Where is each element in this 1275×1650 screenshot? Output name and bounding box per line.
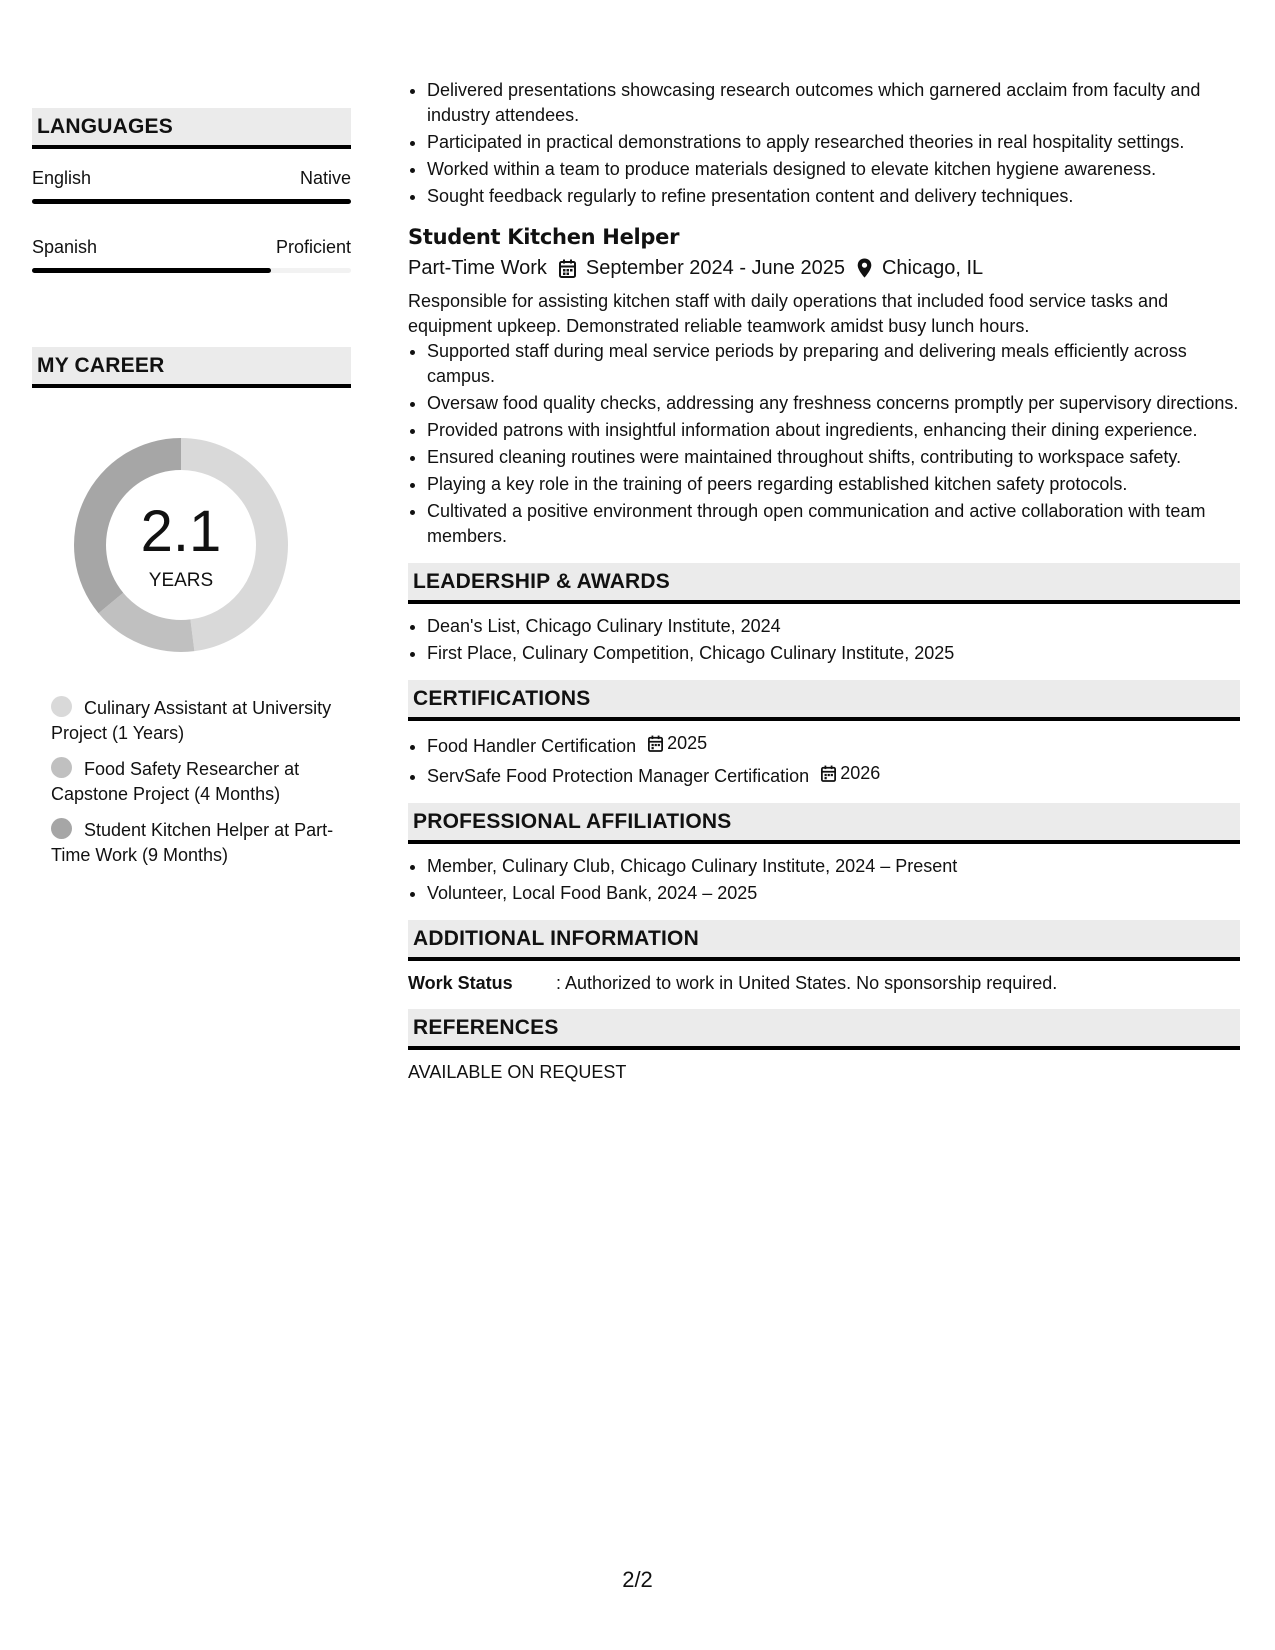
language-english	[32, 167, 351, 204]
career-donut	[66, 430, 296, 660]
main-content	[408, 78, 1240, 1084]
list-item: • Participated in practical demonstrations to apply researched theories in real hospitality settings.	[427, 130, 1240, 155]
job-title: Student Kitchen Helper	[408, 225, 680, 249]
language-level: Proficient	[275, 237, 351, 257]
certifications-heading: CERTIFICATIONS	[408, 680, 1240, 721]
list-item: • Sought feedback regularly to refine presentation content and delivery techniques.	[427, 184, 1240, 209]
references-heading: REFERENCES	[408, 1009, 1240, 1050]
job-description: Responsible for assisting kitchen staff with daily operations that included food service tasks and equipment upkeep. Demonstrated reliable teamwork amidst busy lunch hours.	[408, 291, 1169, 336]
job-employer: Part-Time Work	[408, 257, 547, 279]
affiliations-heading: PROFESSIONAL AFFILIATIONS	[408, 803, 1240, 844]
leadership-heading: LEADERSHIP & AWARDS	[408, 563, 1240, 604]
career-legend	[32, 696, 351, 868]
legend-item	[51, 757, 351, 807]
language-level: Native	[299, 168, 351, 188]
list-item: • First Place, Culinary Competition, Chicago Culinary Institute, 2025	[427, 641, 1240, 666]
list-item: • Ensured cleaning routines were maintained throughout shifts, contributing to workspace safety.	[427, 445, 1240, 470]
list-item	[427, 761, 1240, 789]
legend-label: Student Kitchen Helper at Part-Time Work (9 Months)	[51, 820, 334, 865]
work-status-label: Work Status	[408, 973, 513, 993]
language-bar-fill	[32, 199, 351, 204]
language-name: English	[32, 168, 92, 188]
list-item: • Provided patrons with insightful information about ingredients, enhancing their dining experience.	[427, 418, 1240, 443]
calendar-icon	[821, 765, 836, 782]
legend-dot	[51, 696, 72, 717]
language-bar	[32, 199, 351, 204]
certification-name: Food Handler Certification	[427, 736, 637, 756]
affiliations-list	[408, 854, 1240, 906]
legend-item	[51, 696, 351, 746]
calendar-icon	[648, 735, 663, 752]
list-item: • Playing a key role in the training of peers regarding established kitchen safety protocols.	[427, 472, 1240, 497]
language-spanish	[32, 236, 351, 273]
list-item: • Volunteer, Local Food Bank, 2024 – 2025	[427, 881, 1240, 906]
list-item: • Supported staff during meal service periods by preparing and delivering meals efficiently across campus.	[427, 339, 1240, 389]
list-item: • Delivered presentations showcasing research outcomes which garnered acclaim from faculty and industry attendees.	[427, 78, 1240, 128]
legend-label: Food Safety Researcher at Capstone Project (4 Months)	[51, 759, 300, 804]
leadership-list	[408, 614, 1240, 666]
legend-dot	[51, 818, 72, 839]
list-item: • Member, Culinary Club, Chicago Culinary Institute, 2024 – Present	[427, 854, 1240, 879]
list-item: • Worked within a team to produce materials designed to elevate kitchen hygiene awareness.	[427, 157, 1240, 182]
language-name: Spanish	[32, 237, 98, 257]
list-item: • Dean's List, Chicago Culinary Institute, 2024	[427, 614, 1240, 639]
career-total-years: 2.1	[140, 499, 222, 564]
job-location: Chicago, IL	[881, 257, 984, 279]
job-meta	[408, 253, 1240, 283]
certification-name: ServSafe Food Protection Manager Certification	[427, 766, 810, 786]
previous-job-bullets	[408, 78, 1240, 209]
career-years-label: YEARS	[148, 570, 214, 591]
list-item	[427, 731, 1240, 759]
work-status-row	[408, 971, 1240, 995]
work-status-value: : Authorized to work in United States. No sponsorship required.	[556, 973, 1058, 993]
legend-item	[51, 818, 351, 868]
references-text: AVAILABLE ON REQUEST	[408, 1062, 627, 1082]
legend-dot	[51, 757, 72, 778]
career-heading: MY CAREER	[32, 347, 351, 388]
job-dates: September 2024 - June 2025	[585, 257, 845, 279]
language-bar	[32, 268, 351, 273]
calendar-icon	[559, 259, 576, 278]
sidebar	[32, 108, 351, 879]
page-number: 2/2	[622, 1567, 653, 1592]
job-bullets	[408, 339, 1240, 549]
languages-heading: LANGUAGES	[32, 108, 351, 149]
certifications-list	[408, 731, 1240, 789]
language-bar-fill	[32, 268, 271, 273]
list-item: • Oversaw food quality checks, addressing any freshness concerns promptly per supervisory directions.	[427, 391, 1240, 416]
list-item: • Cultivated a positive environment through open communication and active collaboration with team members.	[427, 499, 1240, 549]
certification-year: 2025	[667, 733, 708, 753]
legend-label: Culinary Assistant at University Project (1 Years)	[51, 698, 332, 743]
additional-info-heading: ADDITIONAL INFORMATION	[408, 920, 1240, 961]
location-pin-icon	[857, 258, 872, 278]
certification-year: 2026	[840, 763, 881, 783]
